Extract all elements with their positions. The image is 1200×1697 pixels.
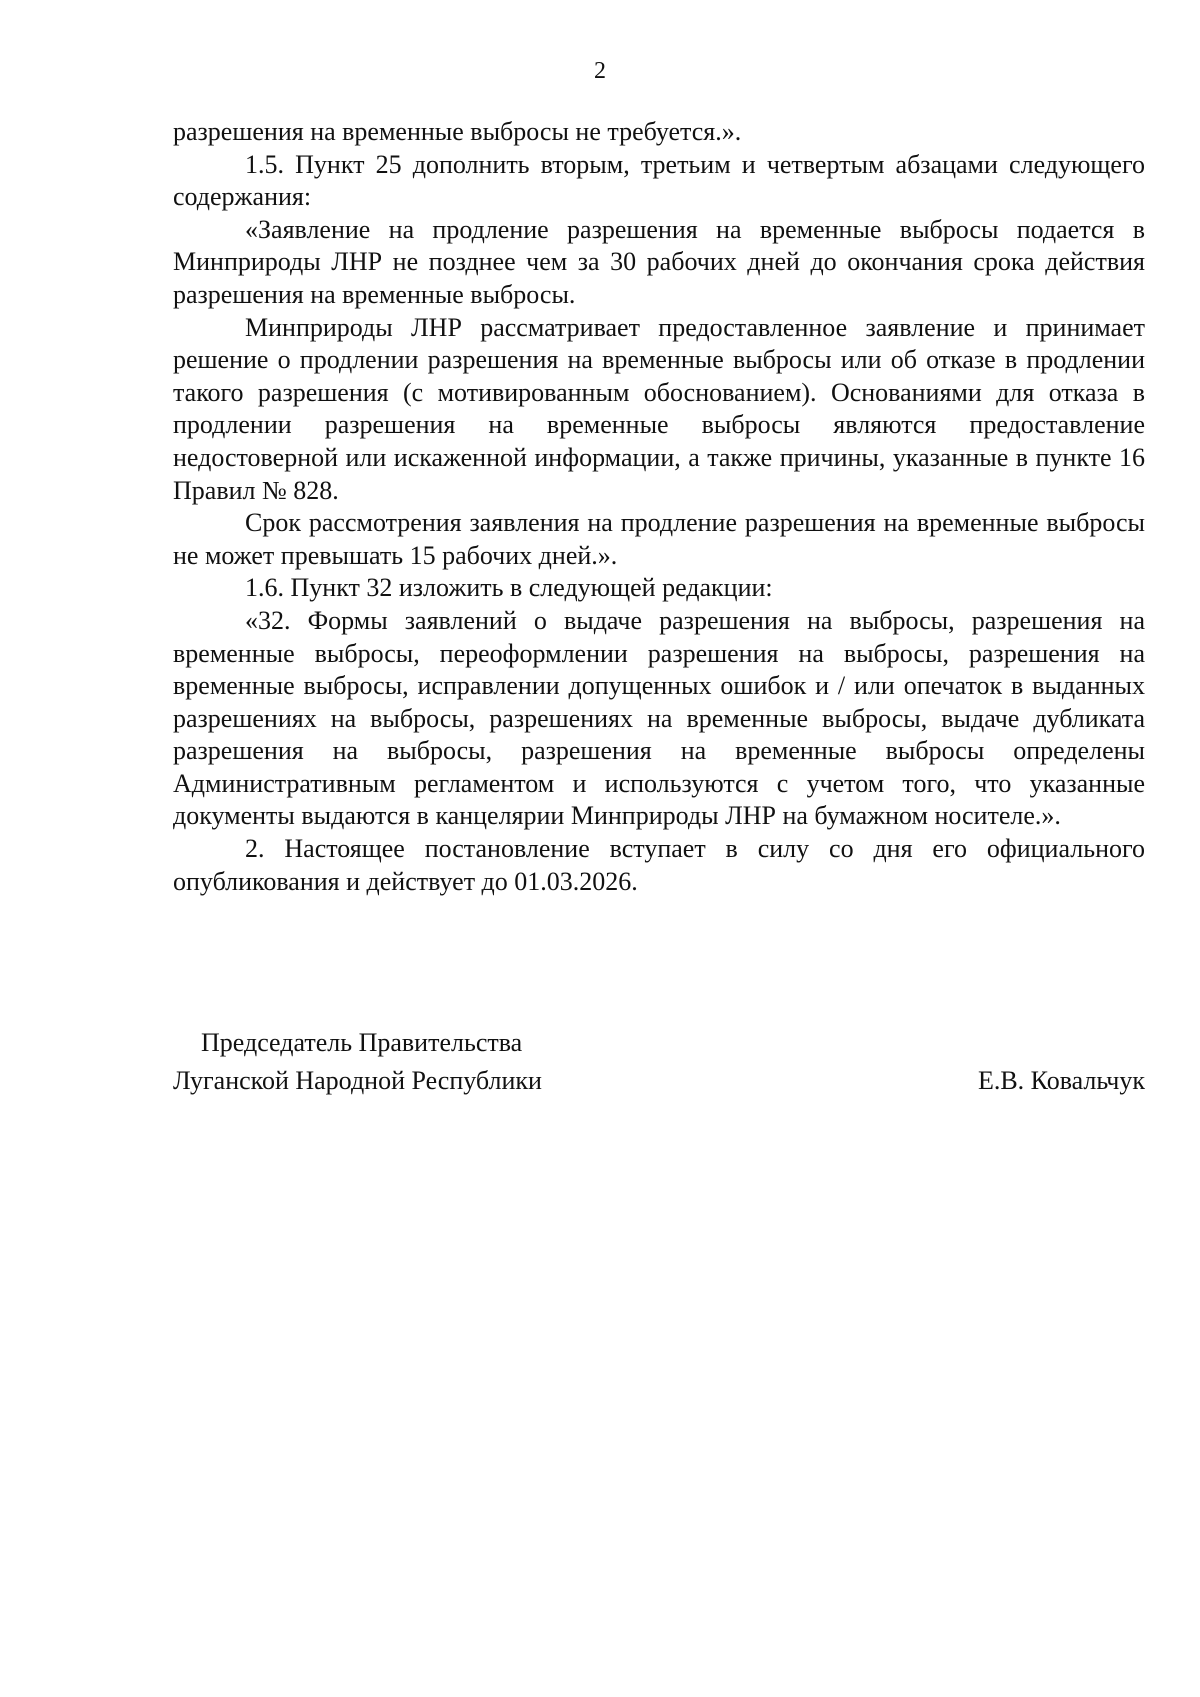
signatory-title-line-2: Луганской Народной Республики [173, 1066, 542, 1095]
signature-block [173, 1024, 1145, 1100]
paragraph-review-decision: Минприроды ЛНР рассматривает предоставленное заявление и принимает решение о продлении разрешения на временные выбросы или об отказе в продлении такого разрешения (с мотивированным обоснованием). Основаниями для отказа в продлении разрешения на временные выбросы являются предоставление недостоверной или искаженной информации, а также причины, указанные в пункте 16 Правил № 828. [173, 312, 1145, 505]
paragraph-continuation: разрешения на временные выбросы не требуется.». [173, 117, 742, 146]
signature-row [173, 1062, 1145, 1100]
paragraph-item-32-forms: «32. Формы заявлений о выдаче разрешения на выбросы, разрешения на временные выбросы, переоформлении разрешения на выбросы, разрешения на временные выбросы, исправлении допущенных ошибок и / или опечаток в выданных разрешениях на выбросы, разрешениях на временные выбросы, выдаче дубликата разрешения на выбросы, разрешения на временные выбросы определены Административным регламентом и используются с учетом того, что указанные документы выдаются в канцелярии Минприроды ЛНР на бумажном носителе.». [173, 605, 1145, 831]
signatory-title-line-1: Председатель Правительства [201, 1028, 523, 1057]
document-body [173, 116, 1145, 898]
paragraph-review-period: Срок рассмотрения заявления на продление разрешения на временные выбросы не может превышать 15 рабочих дней.». [173, 508, 1145, 570]
signatory-name: Е.В. Ковальчук [977, 1066, 1145, 1095]
paragraph-item-2-effective: 2. Настоящее постановление вступает в силу со дня его официального опубликования и действует до 01.03.2026. [173, 834, 1145, 896]
page-number: 2 [594, 58, 606, 84]
paragraph-item-1-6: 1.6. Пункт 32 изложить в следующей редакции: [245, 573, 773, 603]
paragraph-application-deadline: «Заявление на продление разрешения на временные выбросы подается в Минприроды ЛНР не позднее чем за 30 рабочих дней до окончания срока действия разрешения на временные выбросы. [173, 214, 1145, 309]
paragraph-item-1-5: 1.5. Пункт 25 дополнить вторым, третьим и четвертым абзацами следующего содержания: [173, 149, 1145, 212]
